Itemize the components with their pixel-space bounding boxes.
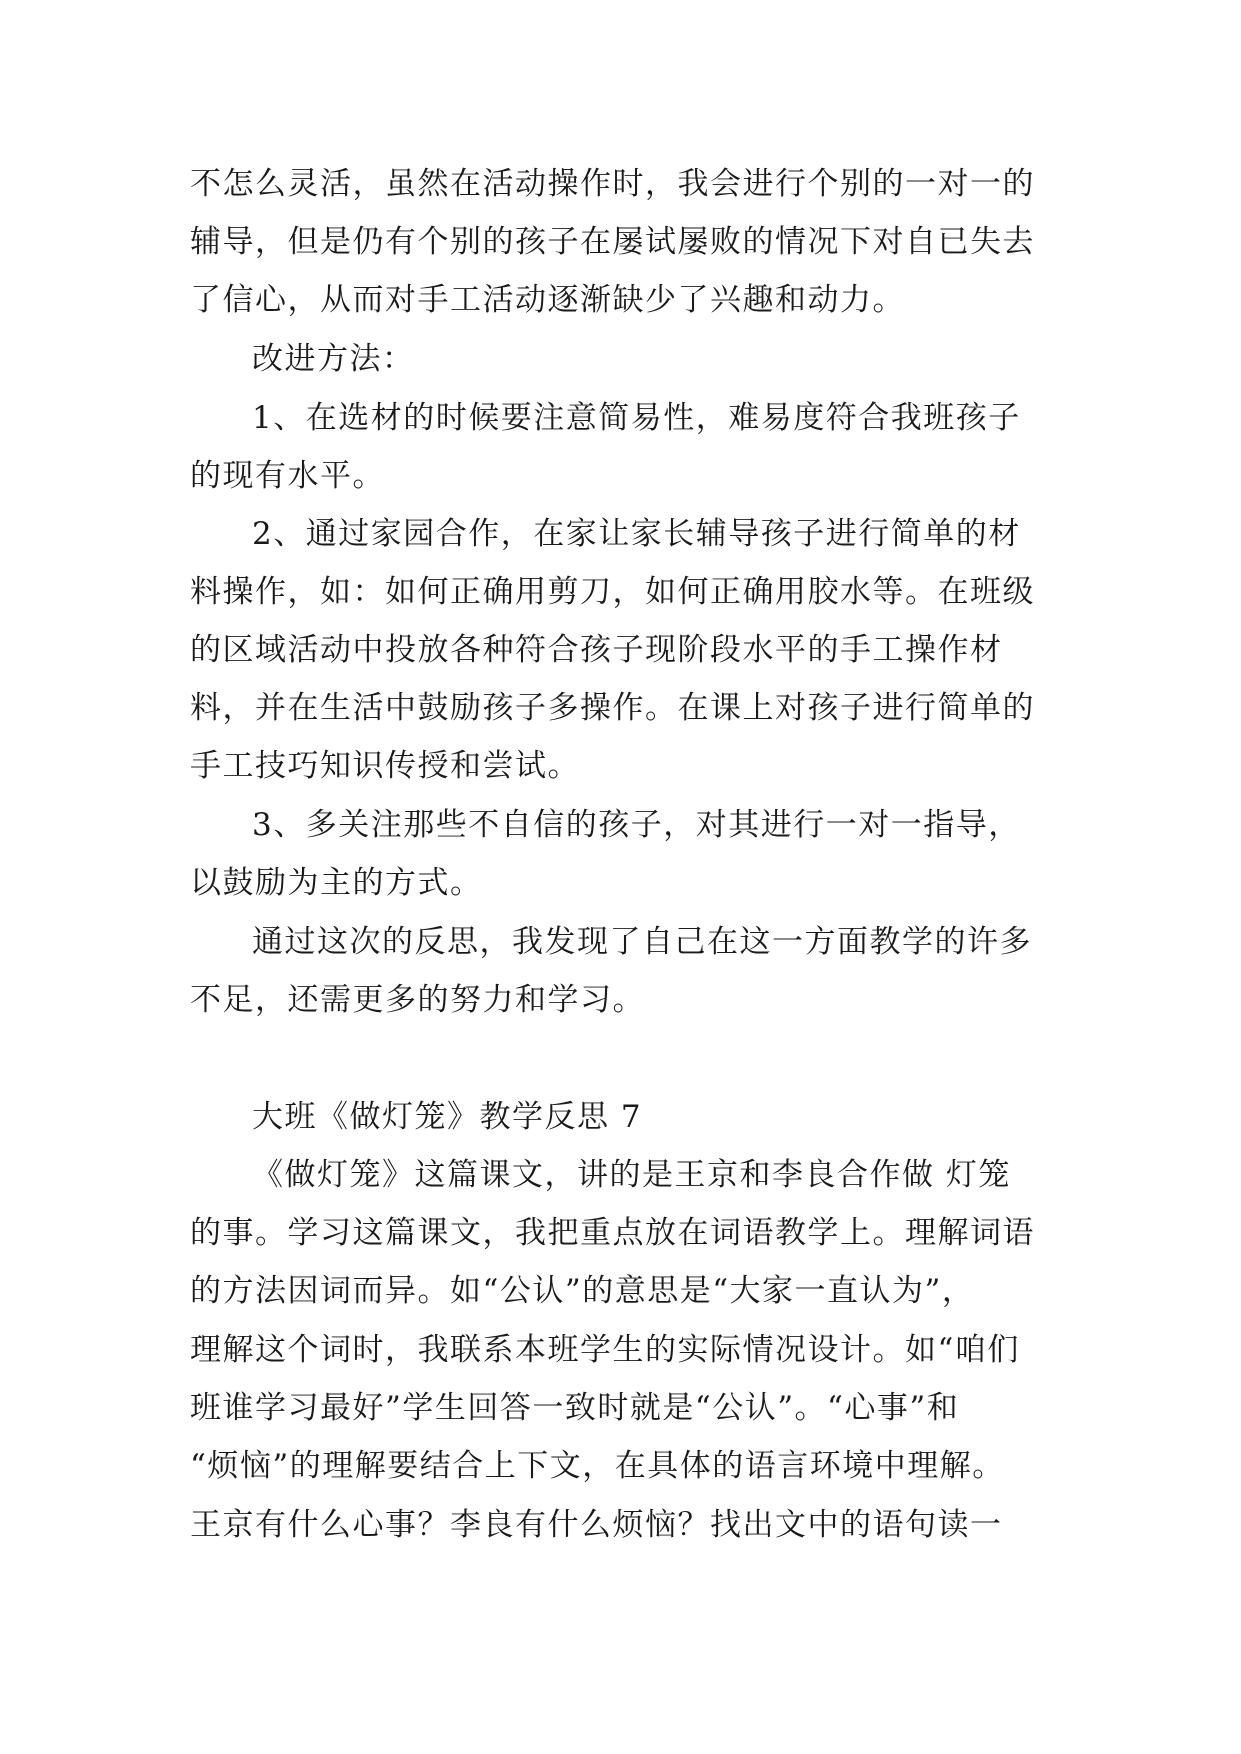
- text-line: 料，并在生活中鼓励孩子多操作。在课上对孩子进行简单的: [190, 690, 1035, 726]
- text-line: 理解这个词时，我联系本班学生的实际情况设计。如“咱们: [190, 1332, 1020, 1368]
- text-line: 了信心，从而对手工活动逐渐缺少了兴趣和动力。: [190, 282, 905, 318]
- text-line: 3、多关注那些不自信的孩子，对其进行一对一指导，: [252, 807, 1021, 843]
- text-line: 辅导，但是仍有个别的孩子在屡试屡败的情况下对自已失去: [190, 224, 1035, 260]
- text-line: 的方法因词而异。如“公认”的意思是“大家一直认为”，: [190, 1273, 975, 1309]
- text-line: 不足，还需更多的努力和学习。: [190, 982, 645, 1018]
- text-line: 的事。学习这篇课文，我把重点放在词语教学上。理解词语: [190, 1215, 1035, 1251]
- section-title: 大班《做灯笼》教学反思 7: [252, 1099, 643, 1135]
- text-line: 2、通过家园合作，在家让家长辅导孩子进行简单的材: [252, 516, 1021, 552]
- text-line: 王京有什么心事？李良有什么烦恼？找出文中的语句读一: [190, 1507, 1003, 1543]
- text-line: 的现有水平。: [190, 458, 385, 494]
- text-line: 1、在选材的时候要注意简易性，难易度符合我班孩子: [252, 400, 1021, 436]
- text-line: 的区域活动中投放各种符合孩子现阶段水平的手工操作材: [190, 632, 1003, 668]
- text-line: 《做灯笼》这篇课文，讲的是王京和李良合作做 灯笼: [252, 1157, 1011, 1193]
- section-heading: 改进方法：: [252, 341, 415, 377]
- text-line: 以鼓励为主的方式。: [190, 865, 483, 901]
- text-line: 手工技巧知识传授和尝试。: [190, 748, 580, 784]
- text-line: 料操作，如：如何正确用剪刀，如何正确用胶水等。在班级: [190, 574, 1035, 610]
- text-line: “烦恼”的理解要结合上下文，在具体的语言环境中理解。: [190, 1448, 1005, 1484]
- text-line: 不怎么灵活，虽然在活动操作时，我会进行个别的一对一的: [190, 166, 1035, 202]
- text-line: 通过这次的反思，我发现了自己在这一方面教学的许多: [252, 924, 1032, 960]
- text-line: 班谁学习最好”学生回答一致时就是“公认”。“心事”和: [190, 1390, 960, 1426]
